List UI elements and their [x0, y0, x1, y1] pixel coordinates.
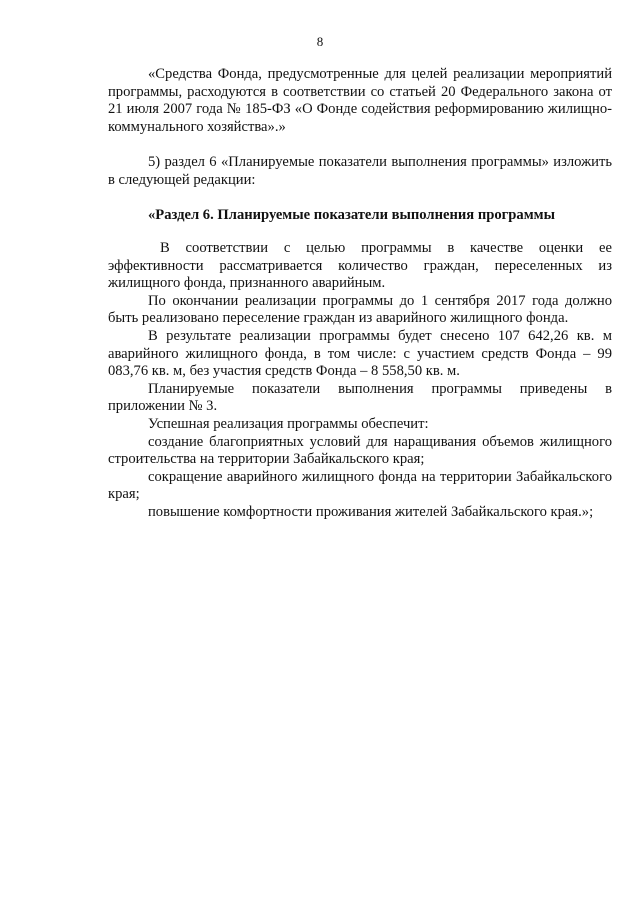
section-6-body: [108, 240, 612, 522]
amendment-block-1: [108, 66, 612, 136]
paragraph-deadline: По окончании реализации программы до 1 сентября 2017 года должно быть реализовано переселение граждан из аварийного жилищного фонда.: [108, 292, 612, 327]
paragraph-fund-spending: «Средства Фонда, предусмотренные для целей реализации мероприятий программы, расходуются в соответствии со статьей 20 Федерального закона от 21 июля 2007 года № 185-ФЗ «О Фонде содействия реформированию жилищно-коммунального хозяйства».»: [108, 66, 612, 135]
paragraph-appendix-ref: Планируемые показатели выполнения программы приведены в приложении № 3.: [108, 380, 612, 415]
paragraph-outcomes-intro: Успешная реализация программы обеспечит:: [148, 415, 429, 432]
paragraph-demolition: В результате реализации программы будет снесено 107 642,26 кв. м аварийного жилищного фонда, в том числе: с участием средств Фонда – 99 083,76 кв. м, без участия средств Фонда – 8 558,50 кв. м.: [108, 327, 612, 380]
section-heading: «Раздел 6. Планируемые показатели выполнения программы: [148, 207, 555, 223]
list-item-reduction: сокращение аварийного жилищного фонда на территории Забайкальского края;: [108, 468, 612, 503]
list-item-comfort: повышение комфортности проживания жителей Забайкальского края.»;: [148, 503, 594, 520]
amendment-block-2: [108, 154, 612, 189]
paragraph-efficiency: В соответствии с целью программы в качестве оценки ее эффективности рассматривается количество граждан, переселенных из жилищного фонда, признанного аварийным.: [108, 240, 612, 292]
page-number: 8: [316, 34, 324, 49]
paragraph-section-6-intro: 5) раздел 6 «Планируемые показатели выполнения программы» изложить в следующей редакции:: [108, 154, 612, 188]
list-item-construction: создание благоприятных условий для наращивания объемов жилищного строительства на территории Забайкальского края;: [108, 433, 612, 468]
